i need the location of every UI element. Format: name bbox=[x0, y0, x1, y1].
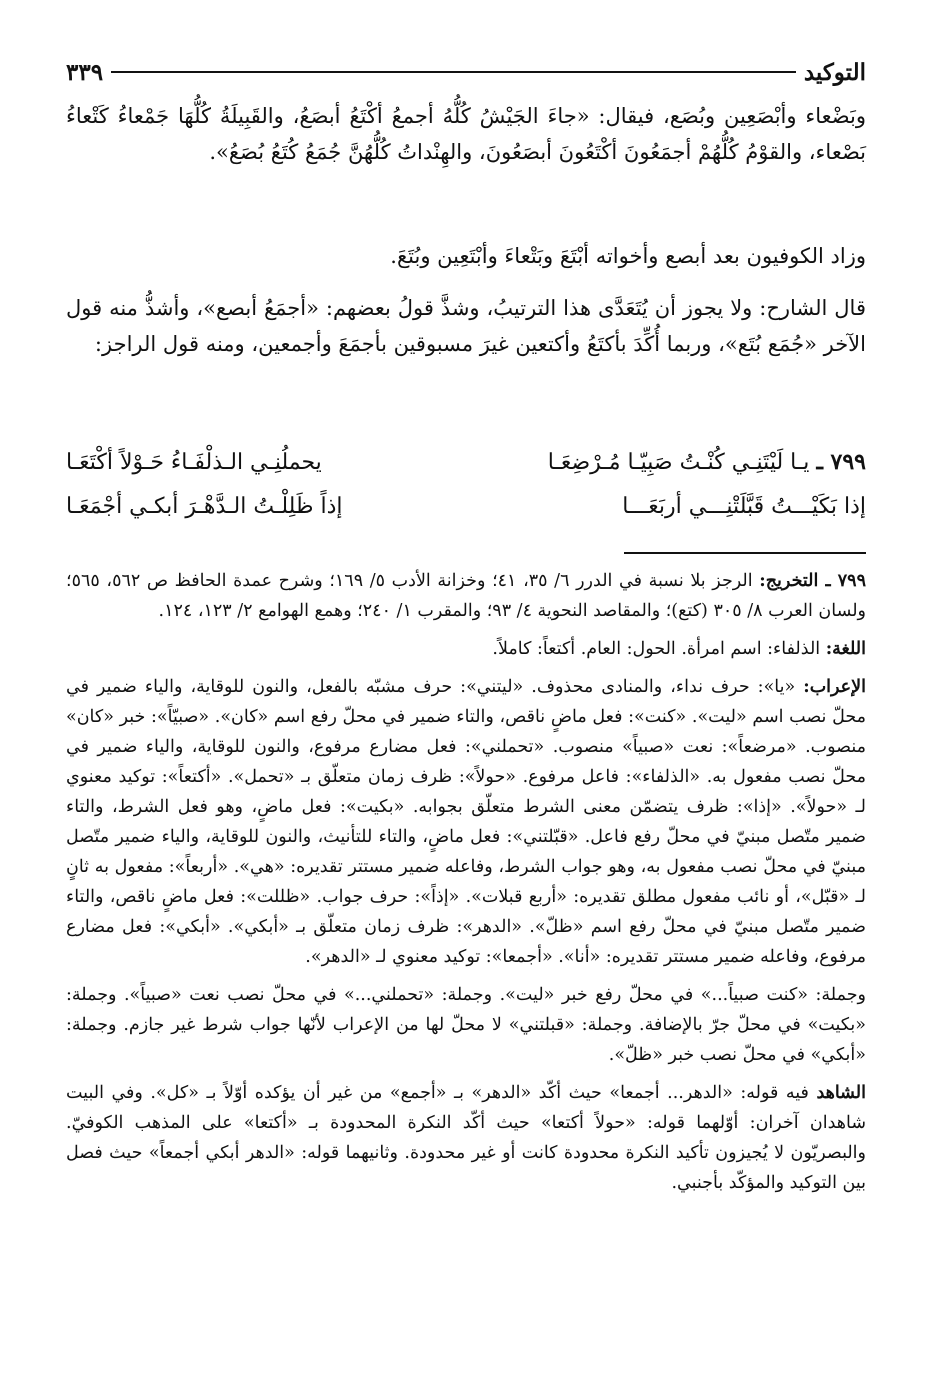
verse-hemistich-right: إذا بَكَيْـــتُ قَبَّلَتْنِـــي أربَعَـــا bbox=[622, 493, 866, 519]
note-text: الرجز بلا نسبة في الدرر ٦/ ٣٥، ٤١؛ وخزانة الأدب ٥/ ١٦٩؛ وشرح عمدة الحافظ ص ٥٦٢، ٥٦٥؛ ولسان العرب ٨/ ٣٠٥ (كتع)؛ والمقاصد النحوية ٤/ ٩٣؛ والمقرب ١/ ٢٤٠؛ وهمع الهوامع ٢/ ١٢٣، ١٢٤. bbox=[66, 571, 866, 621]
note-jumal: وجملة: «كنت صبياً...» في محلّ رفع خبر «ليت». وجملة: «تحملني...» في محلّ نصب نعت «صبياً». وجملة: «بكيت» في محلّ جرّ بالإضافة. وجملة: «قبلتني» لا محلّ لها من الإعراب لأنّها جواب شرط غير جازم. وجملة: «أبكي» في محلّ نصب خبر «ظلّ». bbox=[66, 985, 866, 1065]
note-text: «يا»: حرف نداء، والمنادى محذوف. «ليتني»: حرف مشبّه بالفعل، والنون للوقاية، والياء ضمير في محلّ نصب اسم «ليت». «كنت»: فعل ماضٍ ناقص، والتاء ضمير في محلّ رفع اسم «كان». «صبيّاً»: خبر «كان» منصوب. «مرضعاً»: نعت «صبياً» منصوب. «تحملني»: فعل مضارع مرفوع، والنون للوقاية، والياء ضمير في محلّ نصب مفعول به. «الذلفاء»: فاعل مرفوع. «حولاً»: ظرف زمان متعلّق بـ «تحمل». «أكتعاً»: توكيد معنوي لـ «حولاً». «إذا»: ظرف يتضمّن معنى الشرط متعلّق بجوابه. «بكيت»: فعل ماضٍ، وهو فعل الشرط، والتاء ضمير متّصل مبنيّ في محلّ رفع فاعل. «قبّلتني»: فعل ماضٍ، والتاء للتأنيث، والنون للوقاية، والياء ضمير متّصل مبنيّ في محلّ نصب مفعول به، وهو جواب الشرط، وفاعله ضمير مستتر تقديره: «هي». «أربعاً»: مفعول به ثانٍ لـ «قبّل»، أو نائب مفعول مطلق تقديره: «أربع قبلات». «إذاً»: حرف جواب. «ظللت»: فعل ماضٍ ناقص، والتاء ضمير متّصل مبنيّ في محلّ رفع اسم «ظلّ». «الدهر»: ظرف زمان متعلّق بـ «أبكي». «أبكي»: فعل مضارع مرفوع، وفاعله ضمير مستتر تقديره: «أنا». «أجمعا»: توكيد معنوي لـ «الدهر». bbox=[66, 677, 866, 967]
verse-hemistich-left: يحملُنِـي الـذلْفَـاءُ حَـوْلاً أكْتَعَـا bbox=[66, 449, 322, 475]
page-header bbox=[66, 54, 866, 90]
note-lugha bbox=[66, 634, 866, 664]
verse-line-2 bbox=[66, 484, 866, 528]
main-paragraph-2 bbox=[66, 238, 866, 274]
note-label: الشاهد bbox=[816, 1083, 866, 1103]
note-irab bbox=[66, 672, 866, 972]
paragraph-text: وبَضْعاء وأبْصَعِين وبُصَع، فيقال: «جاءَ الجَيْشُ كُلُّهُ أجمعُ أكْتَعُ أبصَعُ، والقَبِيلَةُ كُلُّهَا جَمْعاءُ كَتْعاءُ بَصْعاء، والقوْمُ كُلُّهُمْ أجمَعُونَ أكْتَعُونَ أبصَعُونَ، والهِنْداتُ كُلُّهُنَّ جُمَعُ كُتَعُ بُصَعُ». bbox=[66, 104, 866, 164]
verse-hemistich-right bbox=[548, 449, 866, 475]
verse-line-1 bbox=[66, 440, 866, 484]
verse-text: يـا لَيْتَنِـي كُنْـتُ صَبِيّـا مُـرْضِعَـا bbox=[547, 450, 810, 475]
paragraph-text: وزاد الكوفيون بعد أبصع وأخواته أبْتَعَ وبَتْعاءَ وأبْتَعِين وبُتَعَ. bbox=[390, 244, 866, 268]
main-paragraph-1 bbox=[66, 98, 866, 170]
main-paragraph-3 bbox=[66, 290, 866, 362]
note-label: الإعراب: bbox=[803, 677, 866, 697]
note-label: اللغة: bbox=[825, 639, 866, 659]
chapter-title: التوكيد bbox=[803, 58, 866, 86]
header-rule bbox=[111, 71, 796, 73]
verse-number: ٧٩٩ ـ bbox=[816, 449, 866, 475]
note-takhrij bbox=[66, 566, 866, 626]
page-number: ٣٣٩ bbox=[66, 58, 104, 86]
footnotes bbox=[66, 566, 866, 1206]
verse-hemistich-left: إذاً ظَلِلْـتُ الـدَّهْـرَ أبكـي أجْمَعَـا bbox=[66, 493, 343, 519]
note-text: فيه قوله: «الدهر... أجمعا» حيث أكّد «الدهر» بـ «أجمع» من غير أن يؤكده أوّلاً بـ «كل». وفي البيت شاهدان آخران: أوّلهما قوله: «حولاً أكتعا» حيث أكّد النكرة المحدودة بـ «أكتعا» على المذهب الكوفيّ. والبصريّون لا يُجيزون تأكيد النكرة محدودة كانت أو غير محدودة. وثانيهما قوله: «الدهر أبكي أجمعاً» حيث فصل بين التوكيد والمؤكّد بأجنبي. bbox=[66, 1083, 866, 1193]
poem-verse bbox=[66, 440, 866, 528]
note-label: ٧٩٩ ـ التخريج: bbox=[759, 571, 866, 591]
paragraph-text: قال الشارح: ولا يجوز أن يُتَعَدَّى هذا الترتيبُ، وشذَّ قولُ بعضهم: «أجمَعُ أبصع»، وأشذُّ منه قول الآخر «جُمَع بُتَع»، وربما أُكِّدَ بأكتَعُ وأكتعين غيرَ مسبوقين بأجمَعَ وأجمعين، ومنه قول الراجز: bbox=[66, 296, 866, 356]
footnote-divider bbox=[624, 552, 866, 554]
note-text: الذلفاء: اسم امرأة. الحول: العام. أكتعاً: كاملاً. bbox=[492, 639, 821, 659]
note-shahid bbox=[66, 1078, 866, 1198]
